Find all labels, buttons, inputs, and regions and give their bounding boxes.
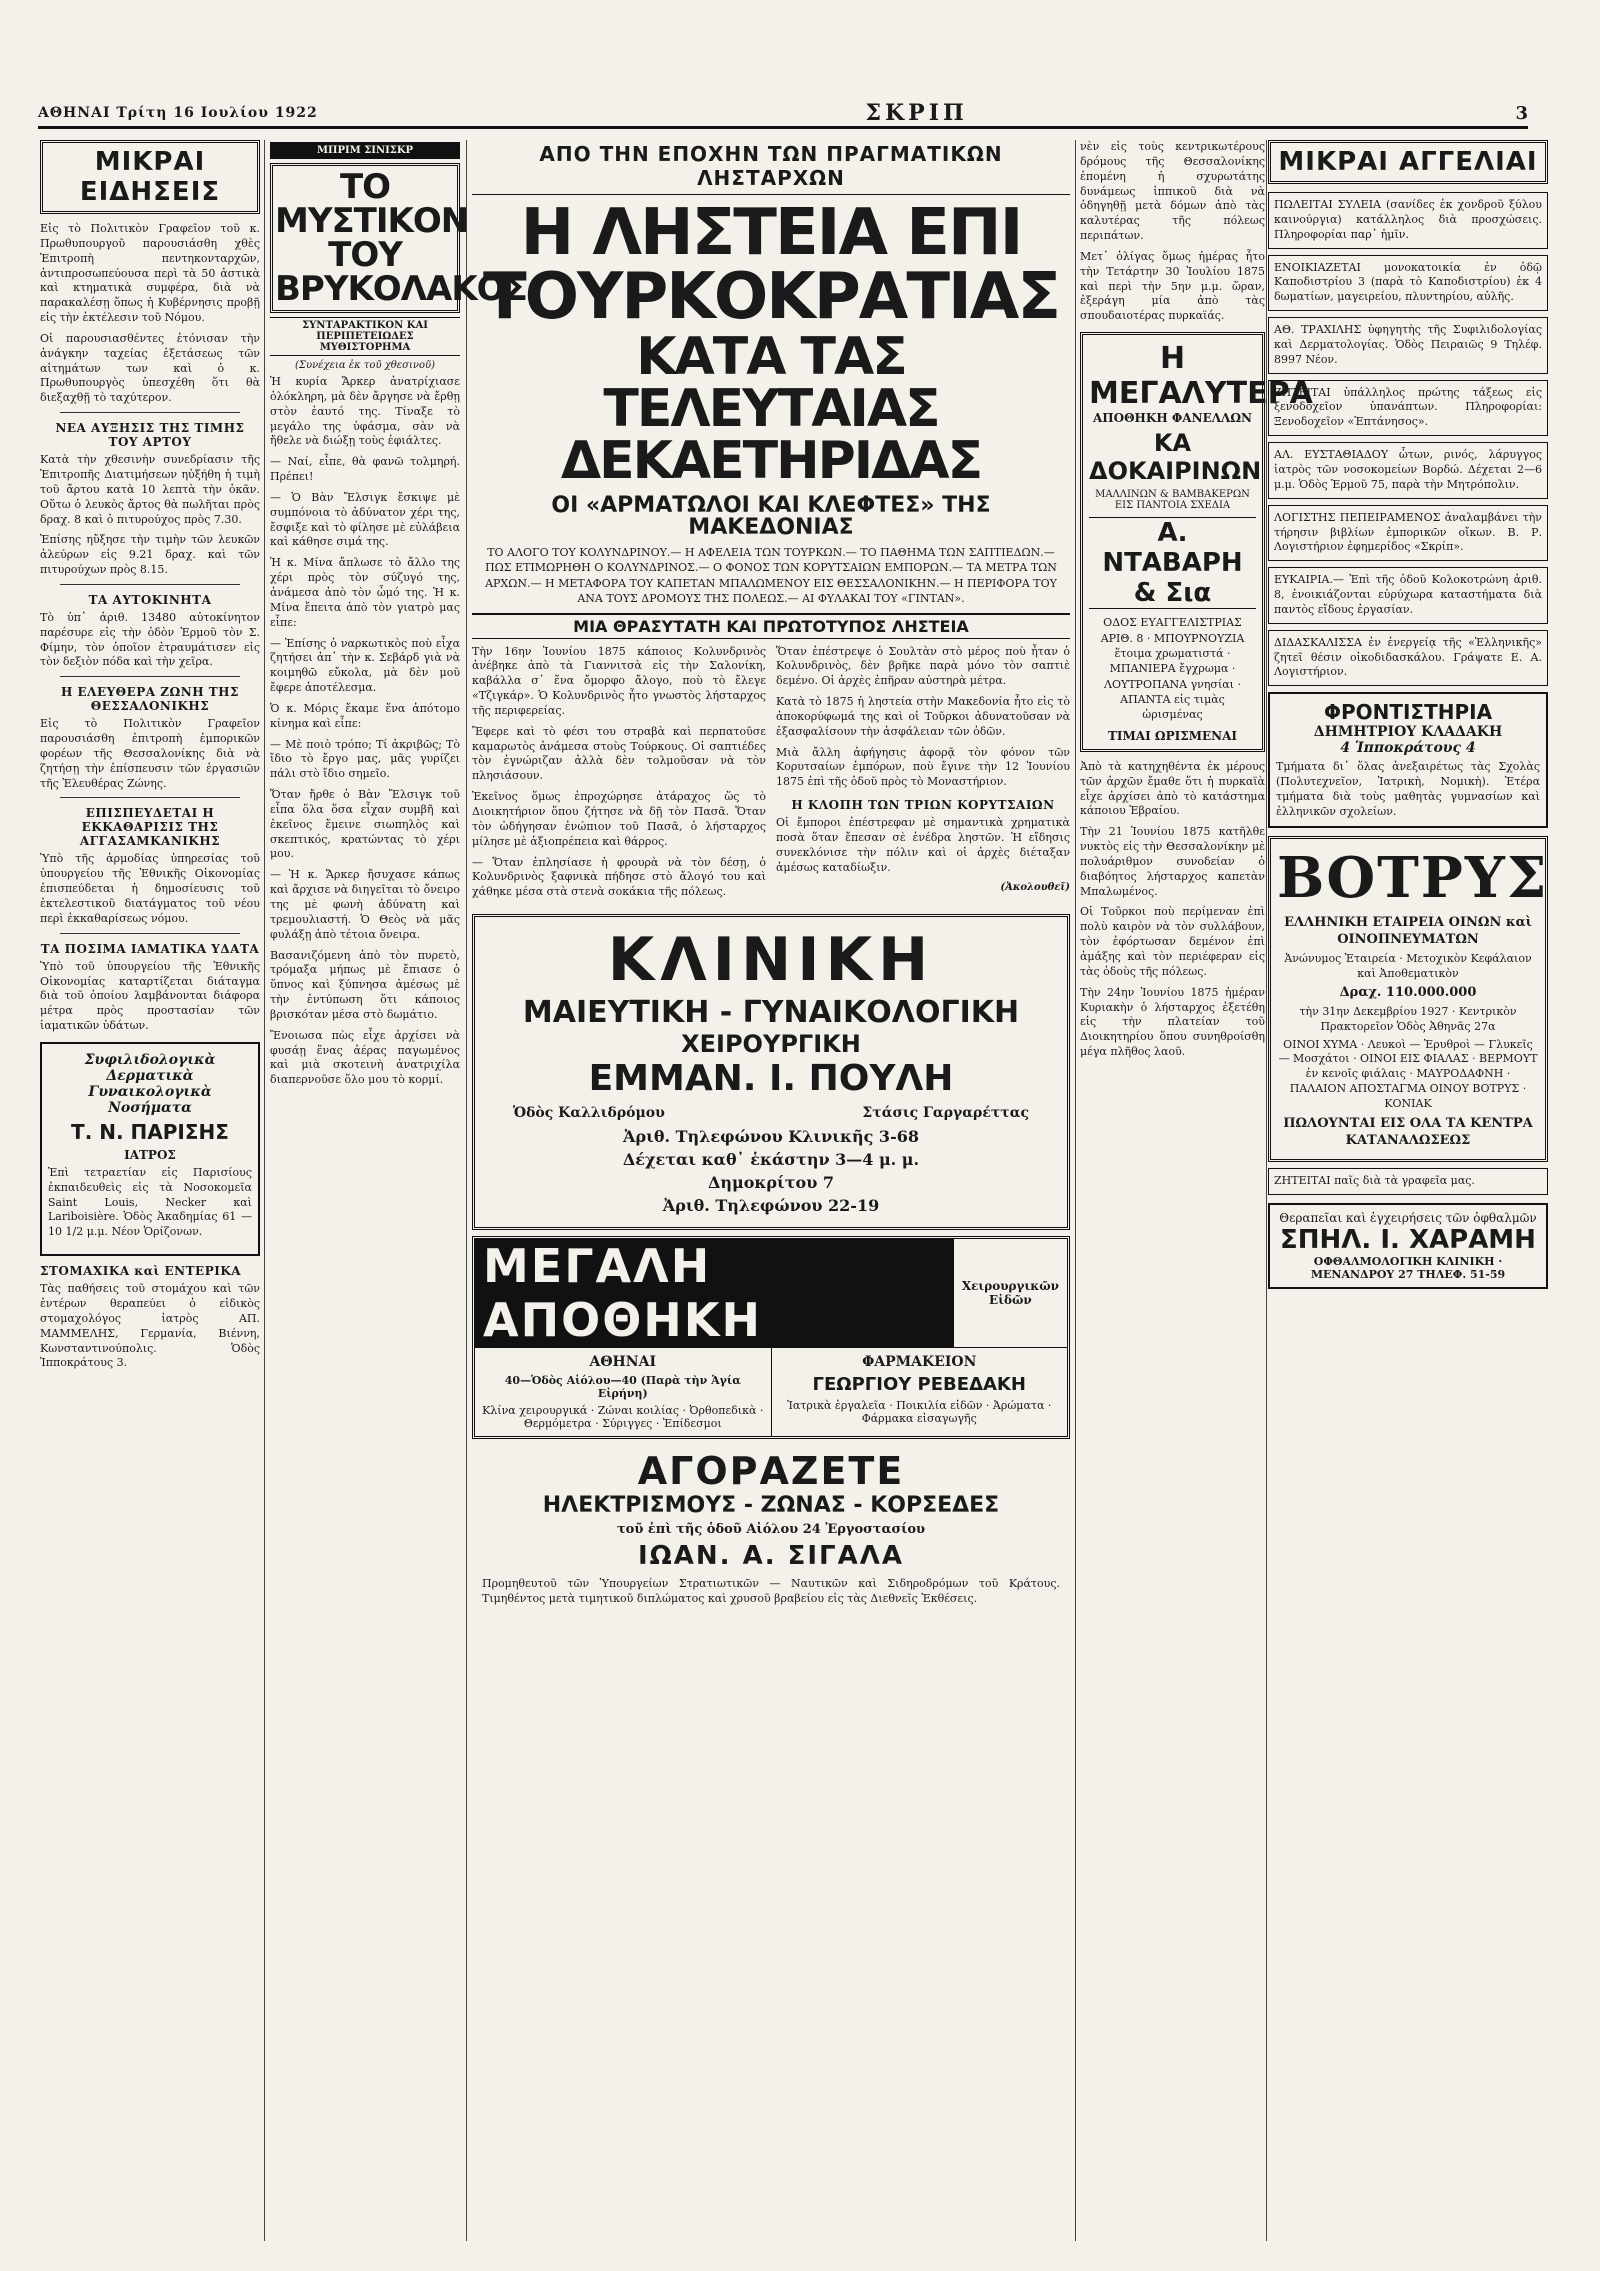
wine-products: ΟΙΝΟΙ ΧΥΜΑ · Λευκοὶ — Ἐρυθροὶ — Γλυκεῖς — Μοσχάτοι · ΟΙΝΟΙ ΕΙΣ ΦΙΑΛΑΣ · ΒΕΡΜΟΥΤ ἐν κενοῖς φιάλαις · ΜΑΥΡΟΔΑΦΝΗ · ΠΑΛΑΙΟΝ ΑΠΟΣΤΑΓΜΑ ΟΙΝΟΥ ΒΟΤΡΥΣ · ΚΟΝΙΑΚ (1278, 1037, 1538, 1111)
tutoring-text: Τμήματα δι᾽ ὅλας ἀνεξαιρέτως τὰς Σχολὰς (Πολυτεχνεῖον, Ἰατρικὴ, Νομικὴ). Ἐτέρα τμήματα διὰ τοὺς μαθητὰς γυμνασίων καὶ ἐλληνικῶν σχολείων. (1276, 760, 1540, 818)
warehouse-items: Κλίνα χειρουργικά · Ζώναι κοιλίας · Ὀρθοπεδικὰ · Θερμόμετρα · Σύριγγες · Ἐπίδεσμοι (482, 1404, 764, 1431)
main-kicker: ΑΠΟ ΤΗΝ ΕΠΟΧΗΝ ΤΩΝ ΠΡΑΓΜΑΤΙΚΩΝ ΛΗΣΤΑΡΧΩΝ (472, 140, 1070, 195)
article-paragraph: Ὑπὸ τοῦ ὑπουργείου τῆς Ἐθνικῆς Οἰκονομίας καταρτίζεται διάταγμα διὰ τοῦ ὁποίου λαμβάνονται διάφορα μέτρα πρὸς προστασίαν τῶν ἰαματικῶν ὑδάτων. (40, 959, 260, 1033)
classified-ad: ΛΟΓΙΣΤΗΣ ΠΕΠΕΙΡΑΜΕΝΟΣ ἀναλαμβάνει τὴν τήρησιν βιβλίων ἐμπορικῶν οἴκων. Β. Ρ. Λογιστήριον ἐφημερίδος «Σκρίπ». (1268, 505, 1548, 562)
ophthalmology-advertisement (1268, 1203, 1548, 1289)
ad-text: Ἐπὶ τετραετίαν εἰς Παρισίους ἐκπαιδευθεὶς εἰς τὰ Νοσοκομεῖα Saint Louis, Necker καὶ Lariboisière. Ὁδὸς Ἀκαδημίας 61 — 10 1/2 μ.μ. Νέον Ὁρίζονων. (48, 1165, 252, 1239)
classified-ad: ΠΩΛΕΙΤΑΙ ΣΥΛΕΙΑ (σανίδες ἐκ χονδροῦ ξύλου καινούργια) κατάλληλος διὰ προσχώσεις. Πληροφορίαι παρ᾽ ἡμῖν. (1268, 192, 1548, 249)
column-divider (264, 140, 265, 2241)
article-paragraph: Ἡ κυρία Ἄρκερ ἀνατρίχιασε ὁλόκληρη, μὰ δὲν ἄργησε νὰ ἔρθῃ στὸν ἑαυτό της. Τίναξε τὸ μεγάλο της ὑφάσμα, σὰν νὰ ἤθελε νὰ διώξῃ τοὺς ἐφιάλτες. (270, 375, 460, 448)
article-paragraph: Μιὰ ἄλλη ἀφήγησις ἀφορᾷ τὸν φόνον τῶν Κορυτσαίων ἐμπόρων, ποὺ ἔγινε τὴν 12 Ἰουνίου 1875 ἐπὶ τῆς ὁδοῦ πρὸς τὸ Μοναστήριον. (776, 745, 1070, 789)
ad-heading: ΣΤΟΜΑΧΙΚΑ καὶ ΕΝΤΕΡΙΚΑ (40, 1264, 242, 1279)
corsets-title: ΑΓΟΡΑΖΕΤΕ (637, 1449, 905, 1494)
article-paragraph: Τὴν 16ην Ἰουνίου 1875 κάποιος Κολυνδρινὸς ἀνέβηκε ἀπὸ τὰ Γιαννιτσὰ εἰς τὴν Σαλονίκη, καβάλλα σ᾽ ἕνα ὄμορφο ἄλογο, ποὺ τὸ ἔλεγε «Τζιγκάρ». Ὁ Κολυνδρινὸς ἦτο γνωστὸς λήσταρχος τῆς περιφερείας. (472, 644, 766, 717)
article-paragraph: Οἱ ἔμποροι ἐπέστρεφαν μὲ σημαντικὰ χρηματικὰ ποσὰ ὅταν ἔπεσαν σὲ ἐνέδρα ληστῶν. Ἡ εἴδησις συνεκλόνισε τὴν πόλιν καὶ οἱ ἀρχὲς διέταξαν ἀμέσως καταδίωξιν. (776, 816, 1070, 874)
article-paragraph: Βασανιζόμενη ἀπὸ τὸν πυρετὸ, τρόμαξα μήπως μὲ ἔπιασε ὁ ὕπνος καὶ ξύπνησα ἀμέσως μὲ τὴν ἐντύπωση ὅτι κάποιος βρισκόταν μέσα στὸ δωμάτιο. (270, 948, 460, 1021)
clinic-sub1: ΜΑΙΕΥΤΙΚΗ - ΓΥΝΑΙΚΟΛΟΓΙΚΗ (522, 995, 1020, 1031)
article-paragraph: Οἱ Τοῦρκοι ποὺ περίμεναν ἐπὶ πολὺ καιρὸν νὰ τὸν συλλάβουν, τὸν ἐφόρτωσαν δεμένον ἐπὶ ἁμάξης καὶ τὸν περιέφεραν εἰς τὰς ὁδοὺς τῆς πόλεως. (1080, 905, 1265, 978)
warehouse-city: ΑΘΗΝΑΙ (589, 1354, 656, 1371)
page-number: 3 (1515, 102, 1528, 124)
article-paragraph: Ὅταν ἐπέστρεψε ὁ Σουλτὰν στὸ μέρος ποὺ ἦταν ὁ Κολυνδρινὸς, δὲν βρῆκε παρὰ μόνο τὸν σαπτιὲ δεμένο. Οἱ ἀρχὲς ἐπῆραν αὐστηρὰ μέτρα. (776, 644, 1070, 688)
main-headline-3: ΟΙ «ΑΡΜΑΤΩΛΟΙ ΚΑΙ ΚΛΕΦΤΕΣ» ΤΗΣ ΜΑΚΕΔΟΝΙΑΣ (551, 493, 991, 540)
clinic-name: ΕΜΜΑΝ. Ι. ΠΟΥΛΗ (588, 1058, 954, 1100)
ophth-name: ΣΠΗΛ. Ι. ΧΑΡΑΜΗ (1280, 1224, 1536, 1255)
serial-label: ΣΥΝΤΑΡΑΚΤΙΚΟΝ ΚΑΙ ΠΕΡΙΠΕΤΕΙΩΔΕΣ ΜΥΘΙΣΤΟΡΗΜΑ (270, 317, 460, 356)
flannel-sub: ΑΠΟΘΗΚΗ ΦΑΝΕΛΛΩΝ (1093, 411, 1252, 426)
doctor-advertisement (40, 1042, 260, 1256)
column-main-story (472, 140, 1070, 2241)
article-paragraph: Ἡ κ. Μίνα ἄπλωσε τὸ ἄλλο της χέρι πρὸς τὸν σύζυγό της, ἀνάμεσα ἀπὸ τὸν ὦμό της. Ἡ κ. Μίνα ἔπειτα ἀπὸ τὸν γιατρὸ μας εἶπε: (270, 556, 460, 629)
pharmacy-title: ΦΑΡΜΑΚΕΙΟΝ (862, 1354, 977, 1371)
classified-ad: ΖΗΤΕΙΤΑΙ ὑπάλληλος πρώτης τάξεως εἰς ξενοδοχεῖον ὑπανάπτων. Πληροφορίαι: Ξενοδοχεῖον «Ἐπτάνησος». (1268, 380, 1548, 437)
article-heading: ΤΑ ΠΟΣΙΜΑ ΙΑΜΑΤΙΚΑ ΥΔΑΤΑ (40, 941, 260, 956)
classified-ad: ΕΥΚΑΙΡΙΑ.— Ἐπὶ τῆς ὁδοῦ Κολοκοτρώνη ἀριθ. 8, ἐνοικιάζονται εὐρύχωρα καταστήματα διὰ παντὸς εἴδους ἐργασίαν. (1268, 567, 1548, 624)
article-paragraph: — Ἐπίσης ὁ ναρκωτικὸς ποὺ εἶχα ζητήσει ἀπ᾽ τὴν κ. Σεβάρδ γιὰ νὰ κοιμηθῶ εὔκολα, μὰ δὲν μοῦ ἔφερε ἀποτέλεσμα. (270, 636, 460, 695)
main-headline-2: ΚΑΤΑ ΤΑΣ ΤΕΛΕΥΤΑΙΑΣ ΔΕΚΑΕΤΗΡΙΔΑΣ (560, 327, 982, 491)
masthead-title: ΣΚΡΙΠ (865, 100, 968, 126)
article-paragraph: Ἐπίσης ηὔξησε τὴν τιμὴν τῶν λευκῶν ἀλεύρων εἰς 9.21 δραχ. καὶ τῶν πιτυρούχων πρὸς 8.15. (40, 533, 260, 577)
column-divider (1266, 140, 1267, 2241)
column-serial-novel (270, 140, 527, 2241)
pharmacy-items: Ἰατρικὰ ἐργαλεῖα · Ποικιλία εἰδῶν · Ἀρώματα · Φάρμακα εἰσαγωγῆς (787, 1399, 1052, 1426)
article-paragraph: Εἰς τὸ Πολιτικὸν Γραφεῖον παρουσιάσθη ἐπιτροπὴ ἐμπορικῶν φορέων τῆς Θεσσαλονίκης διὰ νὰ ζητήσῃ τὴν ἐπίσπευσιν τῶν ἐργασιῶν τῆς Ἐλευθέρας Ζώνης. (40, 717, 260, 790)
column-divider (466, 140, 467, 2241)
corsets-text: Προμηθευτοῦ τῶν Ὑπουργείων Στρατιωτικῶν — Ναυτικῶν καὶ Σιδηροδρόμων τοῦ Κράτους. Τιμηθέντος μετὰ τιμητικοῦ διπλώματος καὶ χρυσοῦ βραβείου εἰς τὰς Διεθνεῖς Ἐκθέσεις. (482, 1577, 1060, 1605)
corsets-advertisement (472, 1449, 1070, 1607)
classified-ad: ΔΙΔΑΣΚΑΛΙΣΣΑ ἐν ἐνεργείᾳ τῆς «Ἑλληνικῆς» ζητεῖ θέσιν οἰκοδιδασκάλου. Γράψατε Ε. Α. Λογιστήριον. (1268, 630, 1548, 687)
article-paragraph: Ἔφερε καὶ τὸ φέσι του στραβὰ καὶ περπατοῦσε καμαρωτὸς ἀνάμεσα στοὺς Τούρκους. Οἱ σαπτιέδες τὸν ἐγνώριζαν ἀλλὰ δὲν τολμοῦσαν νὰ τὸν πλησιάσουν. (472, 724, 766, 783)
clinic-hours: Δέχεται καθ᾽ ἑκάστην 3—4 μ. μ. (622, 1150, 920, 1170)
warehouse-address: 40—Ὁδὸς Αἰόλου—40 (Παρὰ τὴν Ἁγία Εἰρήνη) (504, 1374, 741, 1401)
divider (60, 584, 240, 585)
masthead-date: ΑΘΗΝΑΙ Τρίτη 16 Ιουλίου 1922 (38, 105, 318, 121)
clinic-address-2: Δημοκρίτου 7 (707, 1173, 835, 1193)
clinic-phone: Ἀριθ. Τηλεφώνου Κλινικῆς 3-68 (623, 1127, 919, 1147)
ad-text: Τὰς παθήσεις τοῦ στομάχου καὶ τῶν ἐντέρων θεραπεύει ὁ εἰδικὸς στομαχολόγος ἰατρὸς ΑΠ. ΜΑΜΜΕΛΗΣ, Γερμανία, Βιέννη, Κωνσταντινούπολις. Ὁδὸς Ἰπποκράτους 3. (40, 1282, 260, 1370)
serial-continuation: (Συνέχεια ἐκ τοῦ χθεσινοῦ) (295, 360, 435, 371)
ad-role: ΙΑΤΡΟΣ (124, 1147, 176, 1162)
article-paragraph: Τὴν 21 Ἰουνίου 1875 κατῆλθε νυκτὸς εἰς τὴν Θεσσαλονίκην μὲ πολυάριθμον συνοδείαν ὁ διαβόητος λήσταρχος καπετὰν Μπαλωμένος. (1080, 825, 1265, 898)
tutoring-advertisement (1268, 692, 1548, 827)
ad-title: Συφιλιδολογικὰ Δερματικὰ Γυναικολογικὰ Νοσήματα (84, 1051, 216, 1116)
ophth-address: ΟΦΘΑΛΜΟΛΟΓΙΚΗ ΚΛΙΝΙΚΗ · ΜΕΝΑΝΔΡΟΥ 27 ΤΗΛΕΦ. 51-59 (1310, 1254, 1506, 1281)
classified-ad: ΖΗΤΕΙΤΑΙ παῖς διὰ τὰ γραφεῖα μας. (1268, 1168, 1548, 1195)
serial-title: ΤΟ ΜΥΣΤΙΚΟΝ ΤΟΥ ΒΡΥΚΟΛΑΚΟΣ (270, 163, 460, 313)
tutoring-address: 4 Ἱπποκράτους 4 (1340, 740, 1476, 757)
article-paragraph: Κατὰ τὴν χθεσινὴν συνεδρίασιν τῆς Ἐπιτροπῆς Διατιμήσεων ηὐξήθη ἡ τιμὴ τοῦ ἄρτου κατὰ 10 λεπτὰ τὴν ὀκᾶν. Οὕτω ὁ λευκὸς ἄρτος θὰ πωλῆται πρὸς δραχ. 8 καὶ ὁ πιτυρούχος πρὸς 7.30. (40, 453, 260, 526)
article-paragraph: Ἀπὸ τὰ κατηχηθέντα ἐκ μέρους τῶν ἀρχῶν ἔμαθε ὅτι ἡ πυρκαϊὰ εἶχε ἀρχίσει ἀπὸ τὸ κατάστημα κάποιου Ἑβραίου. (1080, 759, 1265, 818)
article-paragraph: — Ὁ Βὰν Ἔλσιγκ ἔσκιψε μὲ συμπόνοια τὸ ἀδύνατον χέρι της, ἔσφιξε καὶ τὸ φίλησε μὲ εὐλάβεια καὶ κάθησε σιμά της. (270, 490, 460, 549)
article-paragraph: νὲν εἰς τοὺς κεντρικωτέρους δρόμους τῆς Θεσσαλονίκης ἐπομένη ἡ σχυρωτάτης δυνάμεως ἱππικοῦ διὰ νὰ ὁδηγηθῇ μετὰ δόμων ἀπὸ τὰς καλυτέρας τῆς πόλεως περιπάτων. (1080, 140, 1265, 243)
section-title-classifieds: ΜΙΚΡΑΙ ΑΓΓΕΛΙΑΙ (1268, 140, 1548, 184)
clinic-sub2: ΧΕΙΡΟΥΡΓΙΚΗ (681, 1030, 861, 1059)
article-heading: ΕΠΙΣΠΕΥΔΕΤΑΙ Η ΕΚΚΑΘΑΡΙΣΙΣ ΤΗΣ ΑΓΓΑΣΑΜΚΑΝΙΚΗΣ (79, 806, 221, 849)
flannel-materials: ΜΑΛΛΙΝΩΝ & ΒΑΜΒΑΚΕΡΩΝ ΕΙΣ ΠΑΝΤΟΙΑ ΣΧΕΔΙΑ (1095, 489, 1250, 512)
pharmacy-name: ΓΕΩΡΓΙΟΥ ΡΕΒΕΔΑΚΗ (812, 1374, 1026, 1396)
article-paragraph: Ἔνοιωσα πὼς εἶχε ἀρχίσει νὰ φυσάῃ ἕνας ἀέρας παγωμένος καὶ μιὰ σκοτεινὴ ἀνατριχίλα διαπερνοῦσε ὅλο μου τὸ κορμί. (270, 1028, 460, 1087)
wine-capital: Δραχ. 110.000.000 (1339, 985, 1477, 1001)
clinic-phone-2: Ἀριθ. Τηλεφώνου 22-19 (662, 1196, 880, 1216)
article-heading: ΤΑ ΑΥΤΟΚΙΝΗΤΑ (88, 592, 212, 607)
article-paragraph: Μετ᾽ ὀλίγας ὅμως ἡμέρας ἦτο τὴν Τετάρτην 30 Ἰουλίου 1875 καὶ περὶ τὴν 5ην μ.μ. ὥραν, ἐξεράγη μία ἀπὸ τὰς σπουδαιοτέρας πυρκαϊάς. (1080, 249, 1265, 323)
article-paragraph: — Ὅταν ἐπλησίασε ἡ φρουρὰ νὰ τὸν δέσῃ, ὁ Κολυνδρινὸς ξαφνικὰ πήδησε στὸ ἄλογό του καὶ χάθηκε μέσα στὰ στενὰ σοκάκια τῆς πόλεως. (472, 855, 766, 899)
classified-ad: ΑΘ. ΤΡΑΧΙΛΗΣ ὑφηγητὴς τῆς Συφιλιδολογίας καὶ Δερματολογίας. Ὁδὸς Πειραιῶς 9 Τηλέφ. 8997 Νέον. (1268, 317, 1548, 374)
wine-capital-label: Ἀνώνυμος Ἑταιρεία · Μετοχικὸν Κεφάλαιον καὶ Ἀποθεματικὸν (1284, 951, 1532, 980)
clinic-stop: Στάσις Γαργαρέττας (862, 1105, 1029, 1122)
wine-brand: ΒΟΤΡΥΣ (1277, 844, 1549, 911)
flannel-details: ΟΔΟΣ ΕΥΑΓΓΕΛΙΣΤΡΙΑΣ ΑΡΙΘ. 8 · ΜΠΟΥΡΝΟΥΖΙΑ ἕτοιμα χρωματιστά · ΜΠΑΝΙΕΡΑ ἔγχρωμα · ΛΟΥΤΡΟΠΑΝΑ γνησίαι · ΑΠΑΝΤΑ εἰς τιμὰς ὡρισμένας (1100, 616, 1245, 722)
article-paragraph: Ἐκεῖνος ὅμως ἐπροχώρησε ἀτάραχος ὥς τὸ Διοικητήριον ὅπου ζήτησε νὰ δῇ τὸν Πασᾶ. Ὅταν τὸν ὡδήγησαν ἐνώπιον τοῦ Πασᾶ, ὁ λήσταρχος μίλησε μὲ ἀξιοπρέπεια καὶ θάρρος. (472, 790, 766, 848)
section-title-short-news: ΜΙΚΡΑΙ ΕΙΔΗΣΕΙΣ (40, 140, 260, 214)
article-paragraph: Ὁ κ. Μόρις ἔκαμε ἕνα ἀπότομο κίνημα καὶ εἶπε: (270, 701, 460, 730)
warehouse-subtitle: Χειρουργικῶν Εἰδῶν (961, 1279, 1059, 1308)
article-paragraph: Εἰς τὸ Πολιτικὸν Γραφεῖον τοῦ κ. Πρωθυπουργοῦ παρουσιάσθη χθὲς Ἐπιτροπὴ πεντηκονταρχῶν, ἀντιπροσωπεύουσα περὶ τὰ 50 ἀστικὰ καὶ κτηματικὰ συμφέρα, διὰ νὰ παρακαλέσῃ ὅπως ἡ Κυβέρνησις προβῇ εἰς τὴν ἐκτέλεσιν τοῦ Νόμου. (40, 222, 260, 325)
article-paragraph: Τὸ ὑπ᾽ ἀριθ. 13480 αὐτοκίνητον παρέσυρε εἰς τὴν ὁδὸν Ἑρμοῦ τὸν Σ. Φίμην, τὸν ὁποῖον ἐτραυμάτισεν εἰς τὸν δεξιὸν πόδα καὶ τὴν χεῖρα. (40, 610, 260, 669)
clinic-address: Ὁδὸς Καλλιδρόμου (513, 1105, 665, 1122)
ad-name: Τ. Ν. ΠΑΡΙΣΗΣ (71, 1119, 229, 1144)
wine-company: ΕΛΛΗΝΙΚΗ ΕΤΑΙΡΕΙΑ ΟΙΝΩΝ καὶ ΟΙΝΟΠΝΕΥΜΑΤΩΝ (1284, 914, 1532, 948)
divider (60, 797, 240, 798)
column-divider (1075, 140, 1076, 2241)
divider (60, 412, 240, 413)
article-paragraph: — Μὲ ποιὸ τρόπο; Τί ἀκριβῶς; Τὸ ἴδιο τὸ ἔργο μας, μᾶς γυρίζει πάλι στὸ ἴδιο σημεῖο. (270, 737, 460, 781)
flannel-prices: ΤΙΜΑΙ ΩΡΙΣΜΕΝΑΙ (1107, 728, 1238, 743)
tutoring-title: ΦΡΟΝΤΙΣΤΗΡΙΑ (1323, 700, 1493, 725)
article-paragraph: Κατὰ τὸ 1875 ἡ ληστεία στὴν Μακεδονία ἦτο εἰς τὸ ἀποκορύφωμά της καὶ οἱ Τοῦρκοι ἀδυνατοῦσαν νὰ ἐξασφαλίσουν τὴν ἀσφάλειαν τῶν ὁδῶν. (776, 695, 1070, 738)
flannel-store-advertisement (1080, 332, 1313, 752)
main-story-body (472, 645, 1070, 907)
main-headline: Η ΛΗΣΤΕΙΑ ΕΠΙ ΤΟΥΡΚΟΚΡΑΤΙΑΣ (482, 196, 1060, 334)
serial-kicker: ΜΠΡΙΜ ΣΙΝΙΣΚΡ (270, 142, 460, 159)
warehouse-advertisement (472, 1236, 1070, 1439)
article-heading: ΝΕΑ ΑΥΞΗΣΙΣ ΤΗΣ ΤΙΜΗΣ ΤΟΥ ΑΡΤΟΥ (55, 421, 245, 450)
ophth-services: Θεραπεῖαι καὶ ἐγχειρήσεις τῶν ὀφθαλμῶν (1279, 1210, 1537, 1225)
main-summary: ΤΟ ΑΛΟΓΟ ΤΟΥ ΚΟΛΥΝΔΡΙΝΟΥ.— Η ΑΦΕΛΕΙΑ ΤΩΝ ΤΟΥΡΚΩΝ.— ΤΟ ΠΑΘΗΜΑ ΤΩΝ ΣΑΠΤΙΕΔΩΝ.— ΠΩΣ ΕΤΙΜΩΡΗΘΗ Ο ΚΟΛΥΝΔΡΙΝΟΣ.— Ο ΦΟΝΟΣ ΤΩΝ ΚΟΡΥΤΣΑΙΩΝ ΕΜΠΟΡΩΝ.— ΤΑ ΜΕΤΡΑ ΤΩΝ ΑΡΧΩΝ.— Η ΜΕΤΑΦΟΡΑ ΤΟΥ ΚΑΠΕΤΑΝ ΜΠΑΛΩΜΕΝΟΥ ΕΙΣ ΘΕΣΣΑΛΟΝΙΚΗΝ.— Η ΠΕΡΙΦΟΡΑ ΤΟΥ ΑΝΑ ΤΟΥΣ ΔΡΟΜΟΥΣ ΤΗΣ ΠΟΛΕΩΣ.— ΑΙ ΦΥΛΑΚΑΙ ΤΟΥ «ΓΙΝΤΑΝ». (485, 546, 1057, 606)
article-heading: Η ΚΛΟΠΗ ΤΩΝ ΤΡΙΩΝ ΚΟΡΥΤΣΑΙΩΝ (791, 798, 1055, 813)
article-paragraph: Τὴν 24ην Ἰουνίου 1875 ἡμέραν Κυριακὴν ὁ λήσταρχος ἐξετέθη εἰς τὴν πλατείαν τοῦ Διοικητηρίου ὅπου συνηθροίσθη μέγα πλῆθος λαοῦ. (1080, 985, 1265, 1059)
article-paragraph: Ὑπὸ τῆς ἁρμοδίας ὑπηρεσίας τοῦ ὑπουργείου τῆς Ἐθνικῆς Οἰκονομίας ἐπισπεύδεται ἡ δημοσίευσις τοῦ ἐκτελεστικοῦ διατάγματος τοῦ νέου περὶ ἐκκαθαρίσεως νόμου. (40, 852, 260, 925)
corsets-owner: ΙΩΑΝ. Α. ΣΙΓΑΛΑ (637, 1541, 904, 1572)
article-heading: Η ΕΛΕΥΘΕΡΑ ΖΩΝΗ ΤΗΣ ΘΕΣΣΑΛΟΝΙΚΗΣ (61, 685, 239, 714)
column-continuation (1080, 140, 1313, 2241)
flannel-products: ΚΑ ΔΟΚΑΙΡΙΝΩΝ (1089, 429, 1262, 486)
main-subhead: ΜΙΑ ΘΡΑΣΥΤΑΤΗ ΚΑΙ ΠΡΩΤΟΤΥΠΟΣ ΛΗΣΤΕΙΑ (472, 613, 1070, 639)
classified-ad: ΑΛ. ΕΥΣΤΑΘΙΑΔΟΥ ὦτων, ρινός, λάρυγγος ἰατρὸς τῶν νοσοκομείων Βορδώ. Δέχεται 2—6 μ.μ. Ὁδὸς Ἑρμοῦ 75, παρὰ τὴν Μητρόπολιν. (1268, 442, 1548, 499)
wine-distribution: ΠΩΛΟΥΝΤΑΙ ΕΙΣ ΟΛΑ ΤΑ ΚΕΝΤΡΑ ΚΑΤΑΝΑΛΩΣΕΩΣ (1283, 1115, 1533, 1149)
column-short-news (40, 140, 260, 2241)
divider (60, 676, 240, 677)
warehouse-title: ΜΕΓΑΛΗ ΑΠΟΘΗΚΗ (475, 1239, 954, 1347)
corsets-address: τοῦ ἐπὶ τῆς ὁδοῦ Αἰόλου 24 Ἐργοστασίου (616, 1522, 926, 1538)
flannel-title: Η ΜΕΓΑΛΥΤΕΡΑ (1089, 341, 1313, 412)
continued-label: (Ἀκολουθεῖ) (1000, 881, 1070, 893)
article-paragraph: — Ἡ κ. Ἄρκερ ἤσυχασε κάπως καὶ ἄρχισε νὰ διηγεῖται τὸ ὄνειρο της μὲ φωνὴ ἀδύνατη καὶ τρεμουλιαστή. Ὁ Θεὸς νὰ μᾶς φυλάξῃ ἀπὸ τέτοια ὄνειρα. (270, 868, 460, 941)
tutoring-name: ΔΗΜΗΤΡΙΟΥ ΚΛΑΔΑΚΗ (1313, 724, 1503, 741)
divider (60, 933, 240, 934)
article-paragraph: Οἱ παρουσιασθέντες ἐτόνισαν τὴν ἀνάγκην ταχείας ἐξετάσεως τῶν αἰτημάτων των καὶ ὁ κ. Πρωθυπουργὸς ὑπεσχέθη ὅτι θὰ διεξαχθῇ τὸ ταχύτερον. (40, 331, 260, 405)
clinic-address-row (513, 1105, 1029, 1121)
wine-office: τὴν 31ην Δεκεμβρίου 1927 · Κεντρικὸν Πρακτορεῖον Ὁδὸς Ἀθηνᾶς 27α (1299, 1004, 1517, 1033)
clinic-title: ΚΛΙΝΙΚΗ (607, 925, 935, 996)
masthead (38, 100, 1528, 129)
article-paragraph: — Ναί, εἶπε, θὰ φανῶ τολμηρή. Πρέπει! (270, 455, 460, 484)
classified-ad: ΕΝΟΙΚΙΑΖΕΤΑΙ μονοκατοικία ἐν ὁδῷ Καποδιστρίου 3 (παρὰ τὸ Καποδιστρίου) ἐκ 4 δωματίων, μαγειρείου, πλυντηρίου, αὐλῆς. (1268, 255, 1548, 312)
corsets-products: ΗΛΕΚΤΡΙΣΜΟΥΣ - ΖΩΝΑΣ - ΚΟΡΣΕΔΕΣ (542, 1493, 1000, 1519)
article-paragraph: Ὅταν ἤρθε ὁ Βὰν Ἔλσιγκ τοῦ εἶπα ὅλα ὅσα εἶχαν συμβῆ καὶ ἐκεῖνος ἔμεινε σιωπηλὸς καὶ σκεπτικός, κρατώντας τὸ χέρι μου. (270, 788, 460, 861)
clinic-advertisement (472, 914, 1070, 1230)
column-classifieds (1268, 140, 1548, 2241)
flannel-owner: Α. ΝΤΑΒΑΡΗ & Σια (1089, 517, 1256, 609)
wine-company-advertisement (1268, 836, 1548, 1162)
